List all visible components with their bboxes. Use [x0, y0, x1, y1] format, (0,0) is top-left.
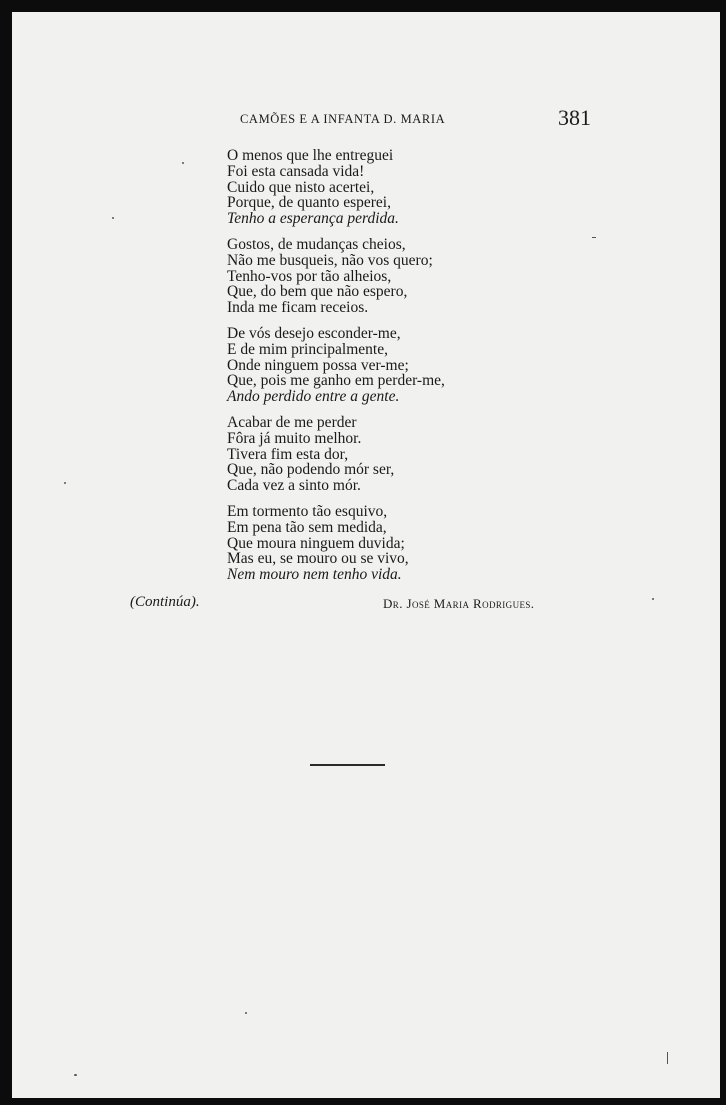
- scanned-page: [12, 12, 720, 1098]
- poem-line: Acabar de me perder: [227, 414, 357, 431]
- poem-stanza: [227, 415, 394, 494]
- poem-line: Foi esta cansada vida!: [227, 162, 365, 180]
- poem-line: Ando perdido entre a gente.: [227, 388, 400, 406]
- poem-stanza: [227, 504, 409, 583]
- scan-speck: [182, 162, 184, 164]
- poem-line: Que, não podendo mór ser,: [227, 461, 395, 479]
- poem-line: Tenho a esperança perdida.: [227, 210, 399, 228]
- poem-line: Mas eu, se mouro ou se vivo,: [227, 550, 409, 568]
- poem-line: Gostos, de mudanças cheios,: [227, 236, 406, 253]
- poem-stanza: [227, 237, 433, 316]
- scan-speck: [112, 217, 114, 219]
- poem-line: Que moura ninguem duvida;: [227, 534, 405, 552]
- author-signature: Dr. José Maria Rodrigues.: [383, 596, 535, 611]
- poem-line: Tenho-vos por tão alheios,: [227, 267, 392, 285]
- scan-speck: [74, 1074, 77, 1076]
- poem-stanza: [227, 148, 399, 227]
- poem-line: Em tormento tão esquivo,: [227, 503, 388, 520]
- poem-line: Inda me ficam receios.: [227, 299, 369, 317]
- poem-stanza: [227, 326, 445, 405]
- running-head-title: CAMÕES E A INFANTA D. MARIA: [240, 112, 446, 126]
- poem-line: Que, pois me ganho em perder-me,: [227, 372, 445, 390]
- poem-line: Não me busqueis, não vos quero;: [227, 251, 433, 269]
- scan-speck: [64, 482, 66, 484]
- poem-line: De vós desejo esconder-me,: [227, 325, 401, 342]
- section-rule: [310, 764, 385, 766]
- continua-note: (Continúa).: [130, 594, 200, 610]
- scan-speck: [667, 1052, 668, 1064]
- poem-line: Tivera fim esta dor,: [227, 445, 349, 463]
- poem-line: Nem mouro nem tenho vida.: [227, 566, 402, 584]
- scan-speck: [245, 1012, 247, 1014]
- page-number: 381: [558, 105, 591, 130]
- poem-line: Cuido que nisto acertei,: [227, 178, 375, 196]
- poem-line: Porque, de quanto esperei,: [227, 194, 391, 212]
- poem-line: Cada vez a sinto mór.: [227, 477, 361, 495]
- poem-line: Que, do bem que não espero,: [227, 283, 408, 301]
- poem-line: O menos que lhe entreguei: [227, 147, 394, 164]
- poem-line: Em pena tão sem medida,: [227, 518, 387, 536]
- poem-line: E de mim principalmente,: [227, 340, 388, 358]
- poem-line: Onde ninguem possa ver-me;: [227, 356, 409, 374]
- scan-speck: [652, 598, 654, 600]
- scan-speck: [592, 237, 596, 238]
- poem-line: Fôra já muito melhor.: [227, 429, 362, 447]
